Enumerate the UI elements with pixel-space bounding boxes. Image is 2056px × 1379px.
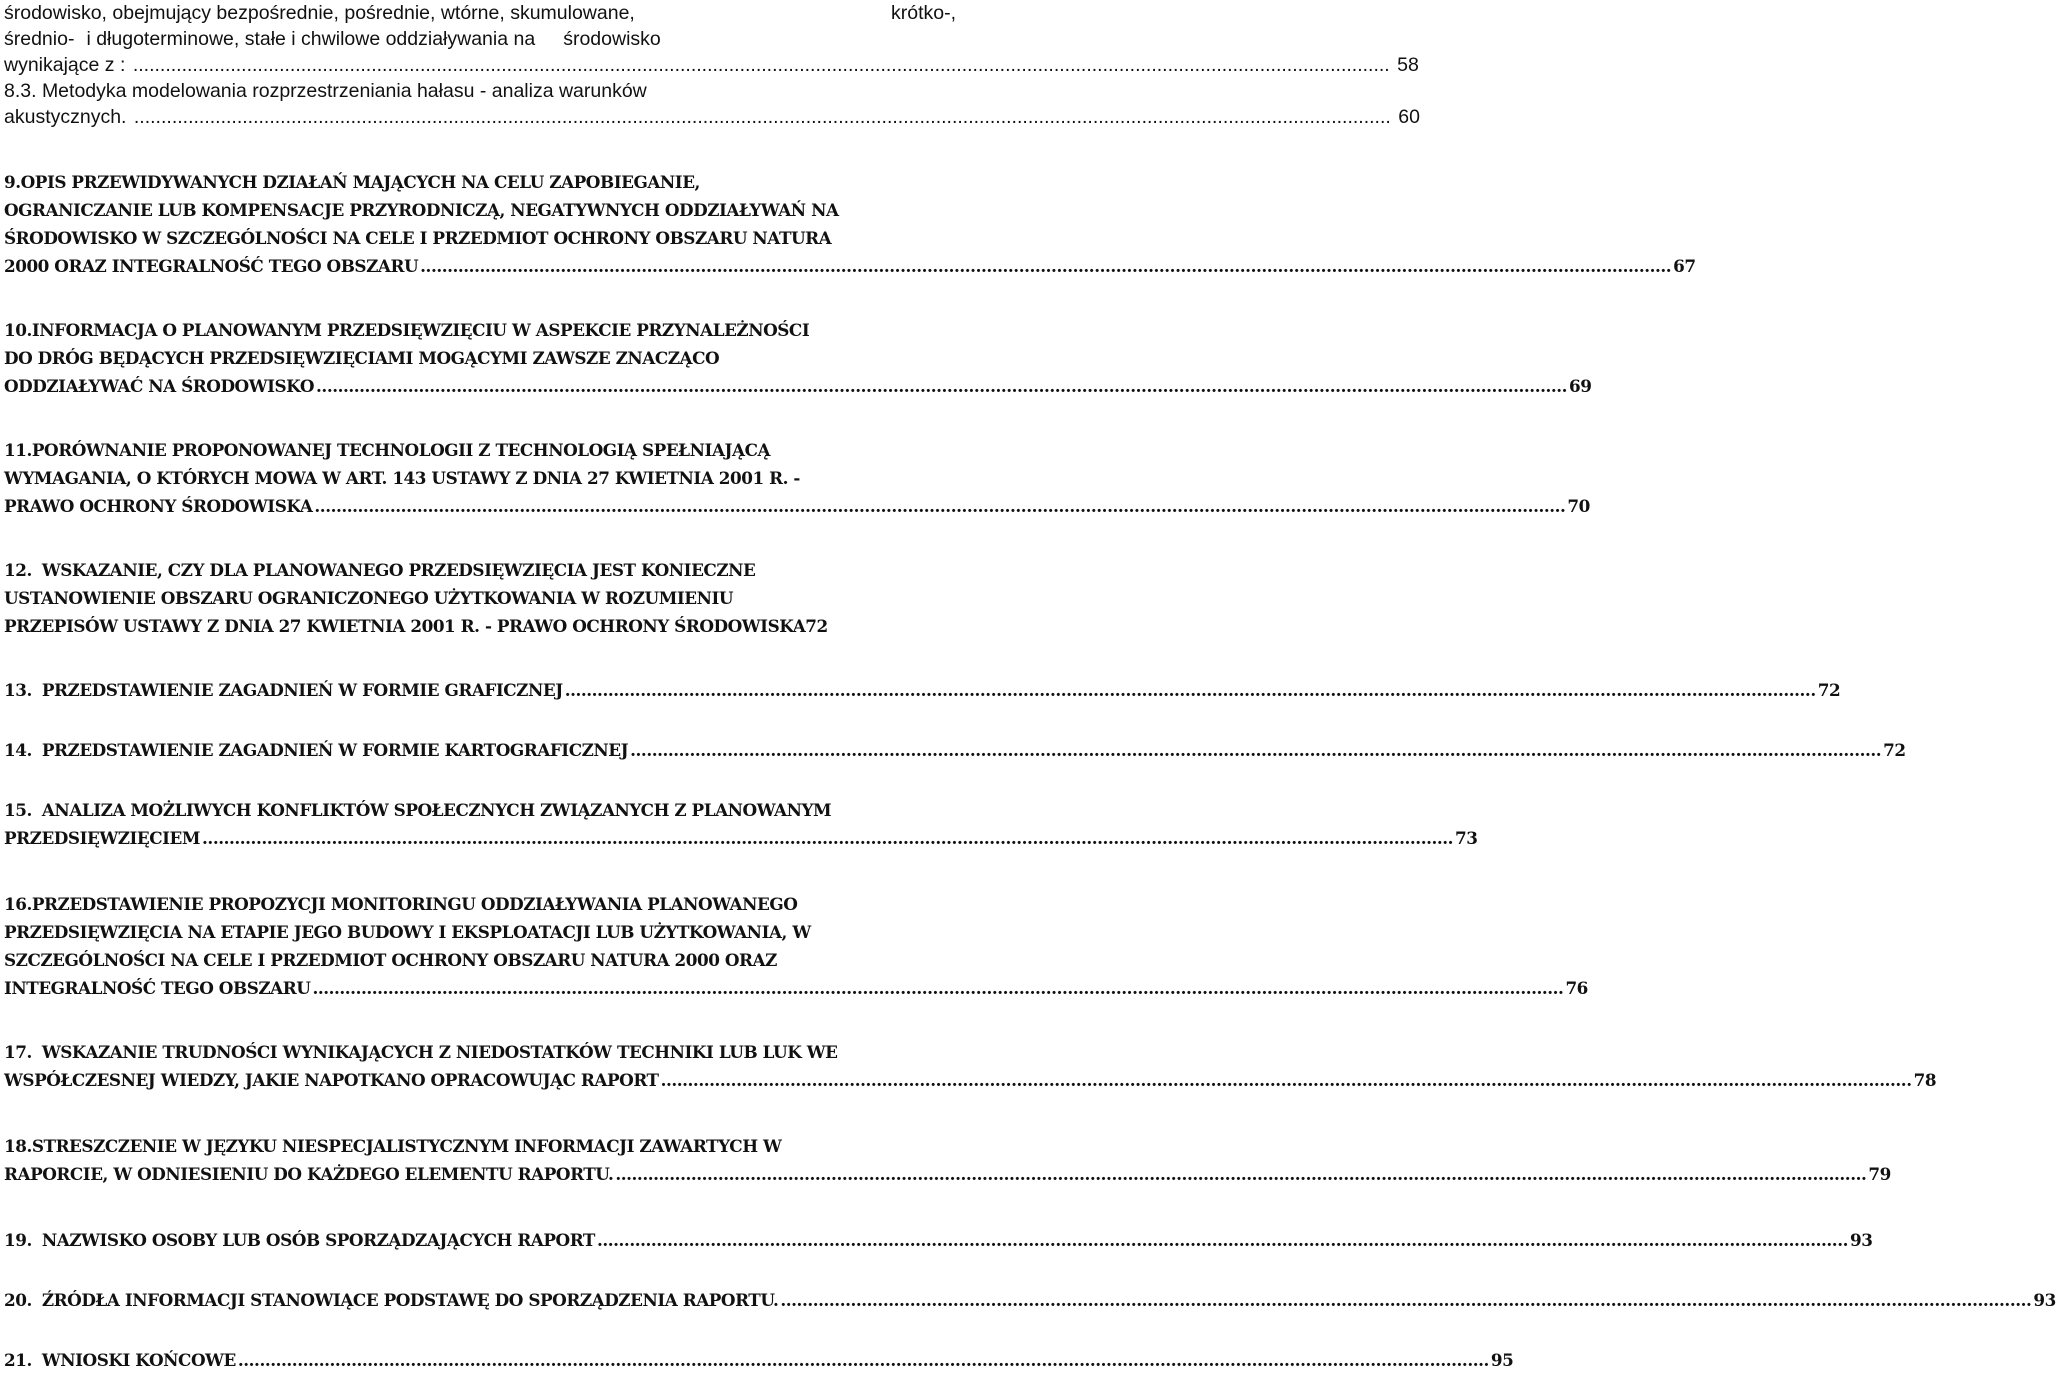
toc-page-number: 79 [1868,1164,1891,1184]
toc-entry-title: PORÓWNANIE PROPONOWANEJ TECHNOLOGII Z TECHNOLOGIĄ SPEŁNIAJĄCĄ [31,440,771,460]
toc-page-number: 93 [1849,1230,1873,1250]
dot-leader [420,256,1671,276]
toc-entry-line [4,612,956,640]
toc-entry[interactable] [4,796,1478,852]
toc-continuation-line [4,78,956,104]
toc-entry-title: USTANOWIENIE OBSZARU OGRANICZONEGO UŻYTKOWANIA W ROZUMIENIU [4,588,734,608]
dot-leader [238,1350,1489,1370]
toc-entry[interactable] [4,168,1696,280]
toc-entry-line [4,344,956,372]
toc-continuation-block [4,0,1420,130]
toc-entry[interactable] [4,436,1590,520]
toc-text: środowisko, obejmujący bezpośrednie, pośrednie, wtórne, skumulowane, [4,2,635,24]
dot-leader [615,1164,1866,1184]
toc-text: wynikające z : [4,54,126,76]
toc-entry-number: 19. [4,1230,32,1250]
toc-entry-title: PRZEDSIĘWZIĘCIA NA ETAPIE JEGO BUDOWY I EKSPLOATACJI LUB UŻYTKOWANIA, W [4,922,811,942]
toc-entry-line [4,890,956,918]
toc-entry-title: PRAWO OCHRONY ŚRODOWISKA [4,496,313,516]
toc-page-number: 95 [1490,1350,1514,1370]
toc-entry[interactable] [4,316,1592,400]
toc-entry[interactable] [4,1132,1891,1188]
toc-entry-line [4,556,956,584]
toc-entry-title: OPIS PRZEWIDYWANYCH DZIAŁAŃ MAJĄCYCH NA CELU ZAPOBIEGANIE, [20,172,700,192]
toc-text: i długoterminowe, stałe i chwilowe oddziaływania na [86,28,536,50]
toc-page-number: 72 [1883,740,1906,760]
toc-entry[interactable] [4,890,1588,1002]
toc-page-number: 73 [1455,828,1478,848]
toc-entry-line [4,1132,956,1160]
toc-entry-line [4,316,956,344]
toc-entry-title: INTEGRALNOŚĆ TEGO OBSZARU [4,978,311,998]
toc-entry-title: SZCZEGÓLNOŚCI NA CELE I PRZEDMIOT OCHRONY OBSZARU NATURA 2000 ORAZ [4,950,777,970]
toc-entry-line [4,168,956,196]
toc-entry-line [4,676,1841,704]
toc-continuation-line [4,0,956,26]
toc-entry-title: PRZEDSTAWIENIE ZAGADNIEŃ W FORMIE GRAFICZNEJ [41,680,563,700]
toc-entry-title: OGRANICZANIE LUB KOMPENSACJE PRZYRODNICZĄ, NEGATYWNYCH ODDZIAŁYWAŃ NA [4,200,839,220]
toc-page-number: 60 [1398,106,1420,128]
toc-entry-number: 14. [4,740,32,760]
dot-leader [314,496,1565,516]
dot-leader [133,54,1390,76]
toc-entry-line [4,1038,956,1066]
toc-text: środowisko [563,28,661,50]
toc-entry-line [4,736,1906,764]
toc-entry-number: 21. [4,1350,32,1370]
toc-entry-title: WSPÓŁCZESNEJ WIEDZY, JAKIE NAPOTKANO OPRACOWUJĄC RAPORT [4,1070,659,1090]
toc-entry-line [4,196,956,224]
toc-entry[interactable] [4,1038,1937,1094]
toc-entry-line [4,464,956,492]
toc-page-number: 67 [1673,256,1696,276]
toc-link[interactable] [4,104,1420,130]
toc-entry-line [4,1346,1514,1374]
toc-page-number: 72 [1817,680,1841,700]
dot-leader [312,978,1563,998]
toc-entry-title: ODDZIAŁYWAĆ NA ŚRODOWISKO [4,376,315,396]
toc-entry-line [4,436,956,464]
toc-entry-line [4,1066,1937,1094]
toc-page-number: 78 [1913,1070,1937,1090]
toc-entry-title: ŚRODOWISKO W SZCZEGÓLNOŚCI NA CELE I PRZEDMIOT OCHRONY OBSZARU NATURA [4,228,832,248]
toc-page-number: 93 [2033,1290,2056,1310]
toc-entry-title: WSKAZANIE, CZY DLA PLANOWANEGO PRZEDSIĘWZIĘCIA JEST KONIECZNE [41,560,756,580]
toc-entry-line [4,824,1478,852]
dot-leader [134,106,1391,128]
toc-entry-number: 15. [4,800,32,820]
toc-entry-title: PRZEDSTAWIENIE ZAGADNIEŃ W FORMIE KARTOGRAFICZNEJ [41,740,629,760]
toc-entry-line [4,224,956,252]
toc-entry-number: 13. [4,680,32,700]
toc-entry-title: WSKAZANIE TRUDNOŚCI WYNIKAJĄCYCH Z NIEDOSTATKÓW TECHNIKI LUB LUK WE [41,1042,838,1062]
toc-entry-line [4,946,956,974]
dot-leader [597,1230,1848,1250]
dot-leader [630,740,1881,760]
toc-link[interactable] [4,52,1419,78]
dot-leader [565,680,1816,700]
toc-entry-line [4,796,956,824]
toc-entry-number: 9. [4,172,21,192]
toc-entry-title: PRZEDSIĘWZIĘCIEM [4,828,201,848]
toc-page-number: 70 [1567,496,1590,516]
toc-entry-title: INFORMACJA O PLANOWANYM PRZEDSIĘWZIĘCIU W ASPEKCIE PRZYNALEŻNOŚCI [31,320,810,340]
toc-entry[interactable] [4,1286,2056,1314]
toc-entry-title: ŹRÓDŁA INFORMACJI STANOWIĄCE PODSTAWĘ DO SPORZĄDZENIA RAPORTU. [41,1290,779,1310]
toc-page-number: 76 [1565,978,1588,998]
toc-page-number: 58 [1397,54,1419,76]
toc-entry-title: 2000 ORAZ INTEGRALNOŚĆ TEGO OBSZARU [4,256,419,276]
toc-entry-title: RAPORCIE, W ODNIESIENIU DO KAŻDEGO ELEMENTU RAPORTU. [4,1164,614,1184]
dot-leader [316,376,1567,396]
toc-entry[interactable] [4,1346,1514,1374]
dot-leader [202,828,1453,848]
toc-entry-line [4,252,1696,280]
toc-entry-title: ANALIZA MOŻLIWYCH KONFLIKTÓW SPOŁECZNYCH ZWIĄZANYCH Z PLANOWANYM [41,800,832,820]
toc-entry-line [4,1160,1891,1188]
toc-text: średnio- [4,28,75,50]
toc-entry-title: WNIOSKI KOŃCOWE [41,1350,236,1370]
toc-entry-title: STRESZCZENIE W JĘZYKU NIESPECJALISTYCZNYM INFORMACJI ZAWARTYCH W [31,1136,782,1156]
toc-entry-title: NAZWISKO OSOBY LUB OSÓB SPORZĄDZAJĄCYCH RAPORT [41,1230,595,1250]
toc-entry-line [4,492,1590,520]
toc-entry-number: 12. [4,560,32,580]
toc-entry-line [4,974,1588,1002]
toc-text: krótko-, [890,2,956,24]
dot-leader [780,1290,2031,1310]
toc-entry-number: 20. [4,1290,32,1310]
toc-text: akustycznych. [4,106,127,128]
toc-entry-number: 16. [4,894,32,914]
toc-continuation-line [4,26,956,52]
toc-entry-number: 18. [4,1136,32,1156]
toc-entry-number: 10. [4,320,32,340]
toc-entry-title: PRZEPISÓW USTAWY Z DNIA 27 KWIETNIA 2001 R. - PRAWO OCHRONY ŚRODOWISKA72 [4,616,828,636]
toc-entry-title: WYMAGANIA, O KTÓRYCH MOWA W ART. 143 USTAWY Z DNIA 27 KWIETNIA 2001 R. - [4,468,800,488]
toc-entry[interactable] [4,736,1906,764]
toc-text: 8.3. Metodyka modelowania rozprzestrzeniania hałasu - analiza warunków [4,80,647,102]
toc-entry-line [4,372,1592,400]
toc-entry-line [4,1226,1873,1254]
toc-entry-line [4,1286,2056,1314]
toc-entry[interactable] [4,1226,1873,1254]
dot-leader [661,1070,1912,1090]
toc-entry[interactable] [4,676,1841,704]
toc-entry-line [4,918,956,946]
toc-entry-number: 17. [4,1042,32,1062]
toc-entry-line [4,584,956,612]
toc-page-number: 69 [1569,376,1592,396]
toc-entry-title: PRZEDSTAWIENIE PROPOZYCJI MONITORINGU ODDZIAŁYWANIA PLANOWANEGO [31,894,798,914]
toc-entry-number: 11. [4,440,32,460]
toc-entry[interactable] [4,556,956,640]
toc-entry-title: DO DRÓG BĘDĄCYCH PRZEDSIĘWZIĘCIAMI MOGĄCYMI ZAWSZE ZNACZĄCO [4,348,720,368]
